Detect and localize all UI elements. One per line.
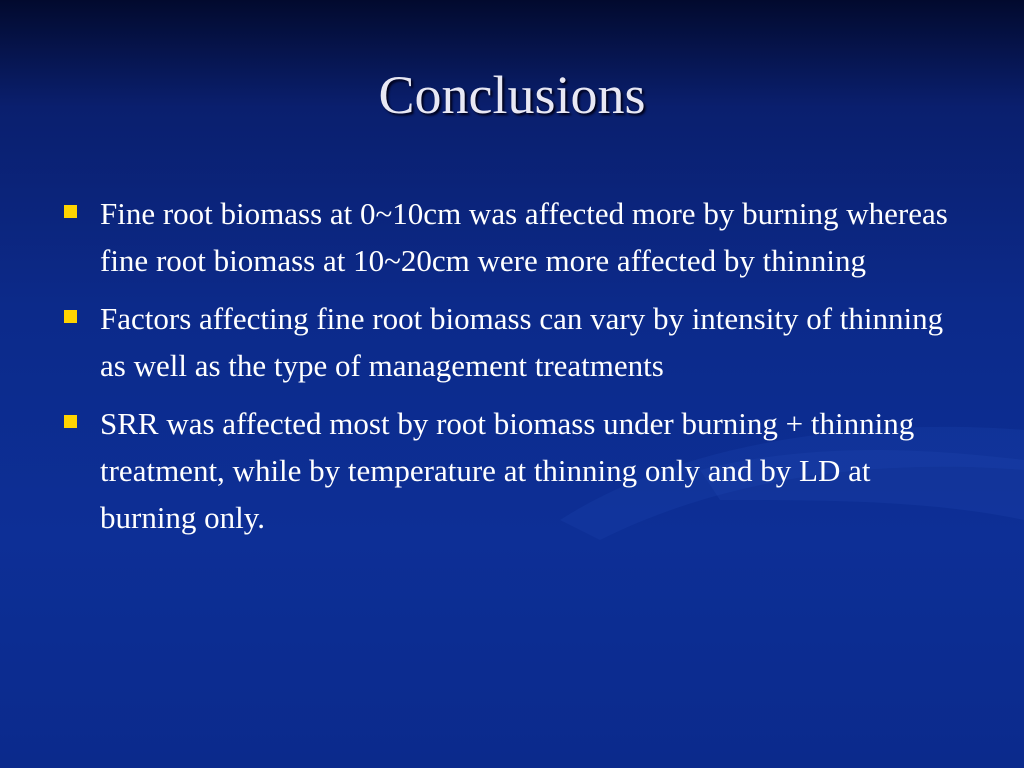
square-bullet-icon — [64, 205, 77, 218]
bullet-text: Fine root biomass at 0~10cm was affected more by burning whereas fine root biomass at 10~20cm were more affected by thinning — [100, 196, 948, 278]
square-bullet-icon — [64, 415, 77, 428]
bullet-item — [62, 190, 972, 284]
bullet-item — [62, 295, 972, 389]
bullet-list — [62, 190, 972, 552]
square-bullet-icon — [64, 310, 77, 323]
bullet-text: SRR was affected most by root biomass under burning + thinning treatment, while by temperature at thinning only and by LD at burning only. — [100, 406, 915, 535]
bullet-text: Factors affecting fine root biomass can vary by intensity of thinning as well as the type of management treatments — [100, 301, 944, 383]
slide-title: Conclusions — [378, 65, 646, 125]
bullet-item — [62, 400, 972, 541]
